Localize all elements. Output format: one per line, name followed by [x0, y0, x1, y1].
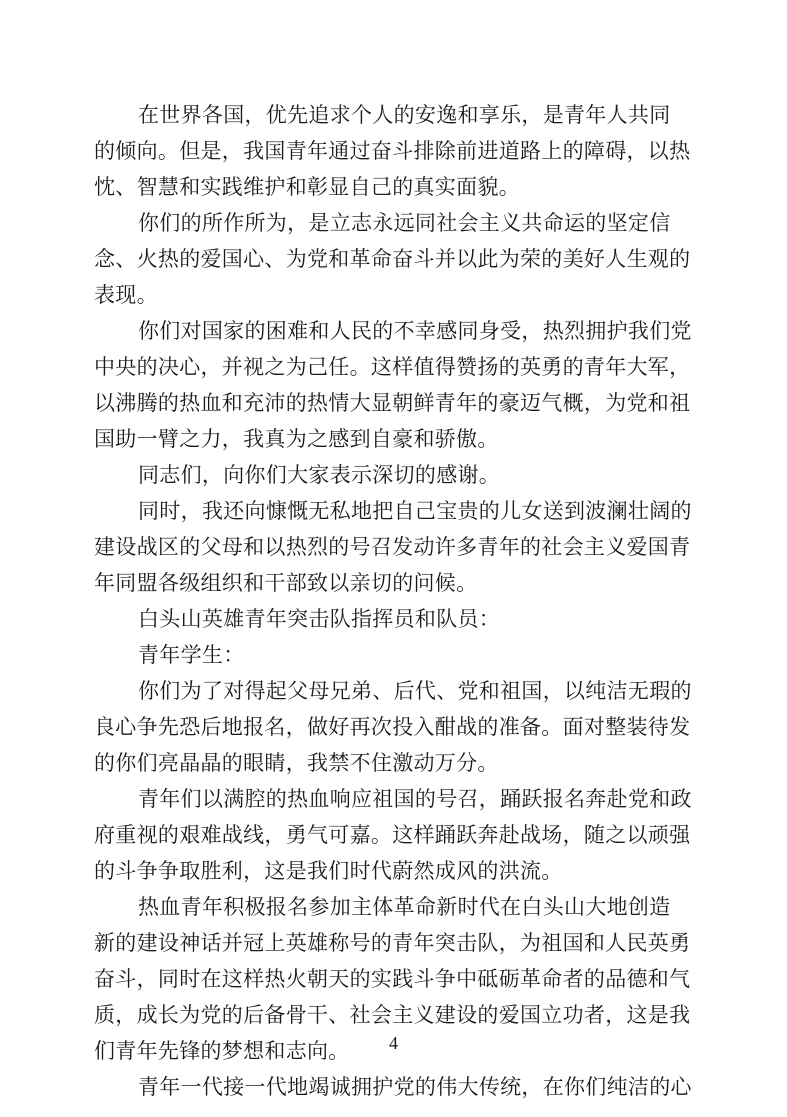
text-line: 的斗争争取胜利，这是我们时代蔚然成风的洪流。	[94, 859, 563, 883]
text-line: 同志们，向你们大家表示深切的感谢。	[138, 463, 501, 487]
text-line: 表现。	[94, 283, 158, 307]
body-text	[94, 97, 694, 1105]
text-line: 国助一臂之力，我真为之感到自豪和骄傲。	[94, 427, 499, 451]
text-line: 的倾向。但是，我国青年通过奋斗排除前进道路上的障碍，以热	[94, 139, 691, 163]
text-line: 年同盟各级组织和干部致以亲切的问候。	[94, 571, 478, 595]
page-number: 4	[389, 1033, 398, 1053]
text-line: 同时，我还向慷慨无私地把自己宝贵的儿女送到波澜壮阔的	[138, 499, 692, 523]
text-line: 忱、智慧和实践维护和彰显自己的真实面貌。	[94, 175, 520, 199]
text-line: 们青年先锋的梦想和志向。	[94, 1039, 350, 1063]
text-line: 青年学生：	[138, 643, 245, 667]
text-line: 青年一代接一代地竭诚拥护党的伟大传统，在你们纯洁的心	[138, 1075, 692, 1099]
text-line: 在世界各国，优先追求个人的安逸和享乐，是青年人共同	[138, 103, 671, 127]
text-line: 府重视的艰难战线，勇气可嘉。这样踊跃奔赴战场，随之以顽强	[94, 823, 691, 847]
text-line: 的你们亮晶晶的眼睛，我禁不住激动万分。	[94, 751, 499, 775]
text-line: 你们的所作所为，是立志永远同社会主义共命运的坚定信	[138, 211, 671, 235]
text-line: 你们为了对得起父母兄弟、后代、党和祖国，以纯洁无瑕的	[138, 679, 692, 703]
text-line: 建设战区的父母和以热烈的号召发动许多青年的社会主义爱国青	[94, 535, 691, 559]
text-line: 新的建设神话并冠上英雄称号的青年突击队，为祖国和人民英勇	[94, 931, 691, 955]
text-line: 以沸腾的热血和充沛的热情大显朝鲜青年的豪迈气概，为党和祖	[94, 391, 691, 415]
text-line: 良心争先恐后地报名，做好再次投入酣战的准备。面对整装待发	[94, 715, 691, 739]
text-line: 白头山英雄青年突击队指挥员和队员：	[138, 607, 501, 631]
text-line: 青年们以满腔的热血响应祖国的号召，踊跃报名奔赴党和政	[138, 787, 692, 811]
text-line: 热血青年积极报名参加主体革命新时代在白头山大地创造	[138, 895, 671, 919]
text-line: 质，成长为党的后备骨干、社会主义建设的爱国立功者，这是我	[94, 1003, 691, 1027]
text-line: 中央的决心，并视之为己任。这样值得赞扬的英勇的青年大军，	[94, 355, 691, 379]
text-line: 念、火热的爱国心、为党和革命奋斗并以此为荣的美好人生观的	[94, 247, 691, 271]
text-line: 你们对国家的困难和人民的不幸感同身受，热烈拥护我们党	[138, 319, 692, 343]
text-line: 奋斗，同时在这样热火朝天的实践斗争中砥砺革命者的品德和气	[94, 967, 691, 991]
